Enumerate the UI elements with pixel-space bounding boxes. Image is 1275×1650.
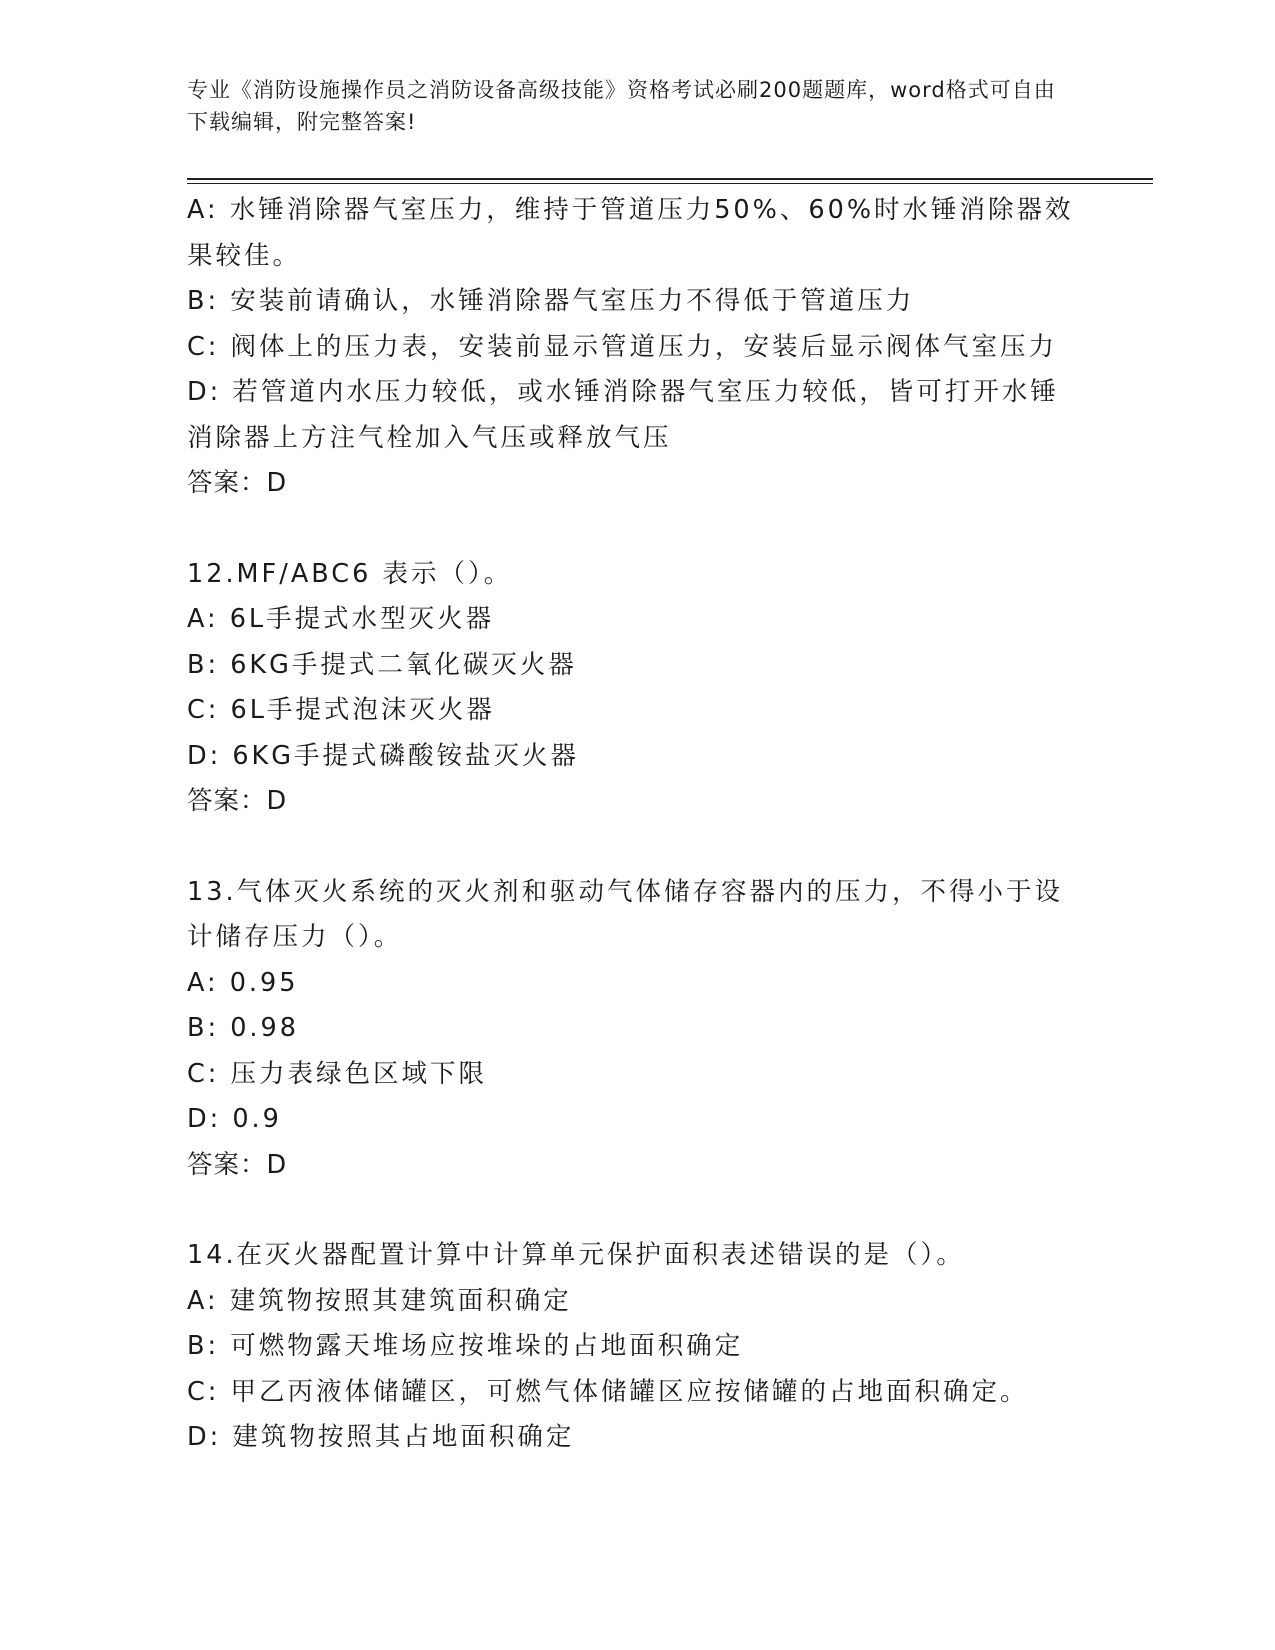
question-14 [187,1233,1087,1461]
question-text: 14.在灭火器配置计算中计算单元保护面积表述错误的是（）。 [187,1240,965,1270]
option-a: A: 水锤消除器气室压力，维持于管道压力50%、60%时水锤消除器效果较佳。 [187,195,1074,271]
option-a: A: 6L手提式水型灭火器 [187,604,495,634]
option-c: C: 阀体上的压力表，安装前显示管道压力，安装后显示阀体气室压力 [187,331,1058,362]
answer: 答案：D [187,468,288,498]
option-a: A: 0.95 [187,967,299,998]
question-13 [187,870,1087,1189]
question-text: 12.MF/ABC6 表示（）。 [187,558,513,589]
header-divider-thin [187,183,1153,184]
option-d: D: 6KG手提式磷酸铵盐灭火器 [187,740,580,771]
question-12 [187,552,1087,825]
answer: 答案：D [187,1149,288,1180]
answer: 答案：D [187,786,288,816]
option-d: D: 0.9 [187,1104,282,1134]
question-text: 13.气体灭火系统的灭火剂和驱动气体储存容器内的压力，不得小于设计储存压力（）。 [187,876,1064,952]
option-a: A: 建筑物按照其建筑面积确定 [187,1285,572,1316]
question-content [187,188,1087,1461]
option-b: B: 安装前请确认，水锤消除器气室压力不得低于管道压力 [187,286,915,316]
option-b: B: 可燃物露天堆场应按堆垛的占地面积确定 [187,1331,744,1361]
continued-question [187,188,1087,507]
option-b: B: 6KG手提式二氧化碳灭火器 [187,649,577,680]
option-c: C: 甲乙丙液体储罐区，可燃气体储罐区应按储罐的占地面积确定。 [187,1376,1029,1407]
option-c: C: 6L手提式泡沫灭火器 [187,695,495,725]
header-divider [187,178,1153,180]
option-c: C: 压力表绿色区域下限 [187,1058,488,1089]
document-header: 专业《消防设施操作员之消防设备高级技能》资格考试必刷200题题库，word格式可自由下载编辑，附完整答案! [187,78,1056,134]
option-b: B: 0.98 [187,1013,299,1043]
option-d: D: 若管道内水压力较低，或水锤消除器气室压力较低，皆可打开水锤消除器上方注气栓加入气压或释放气压 [187,377,1059,453]
option-d: D: 建筑物按照其占地面积确定 [187,1422,575,1452]
